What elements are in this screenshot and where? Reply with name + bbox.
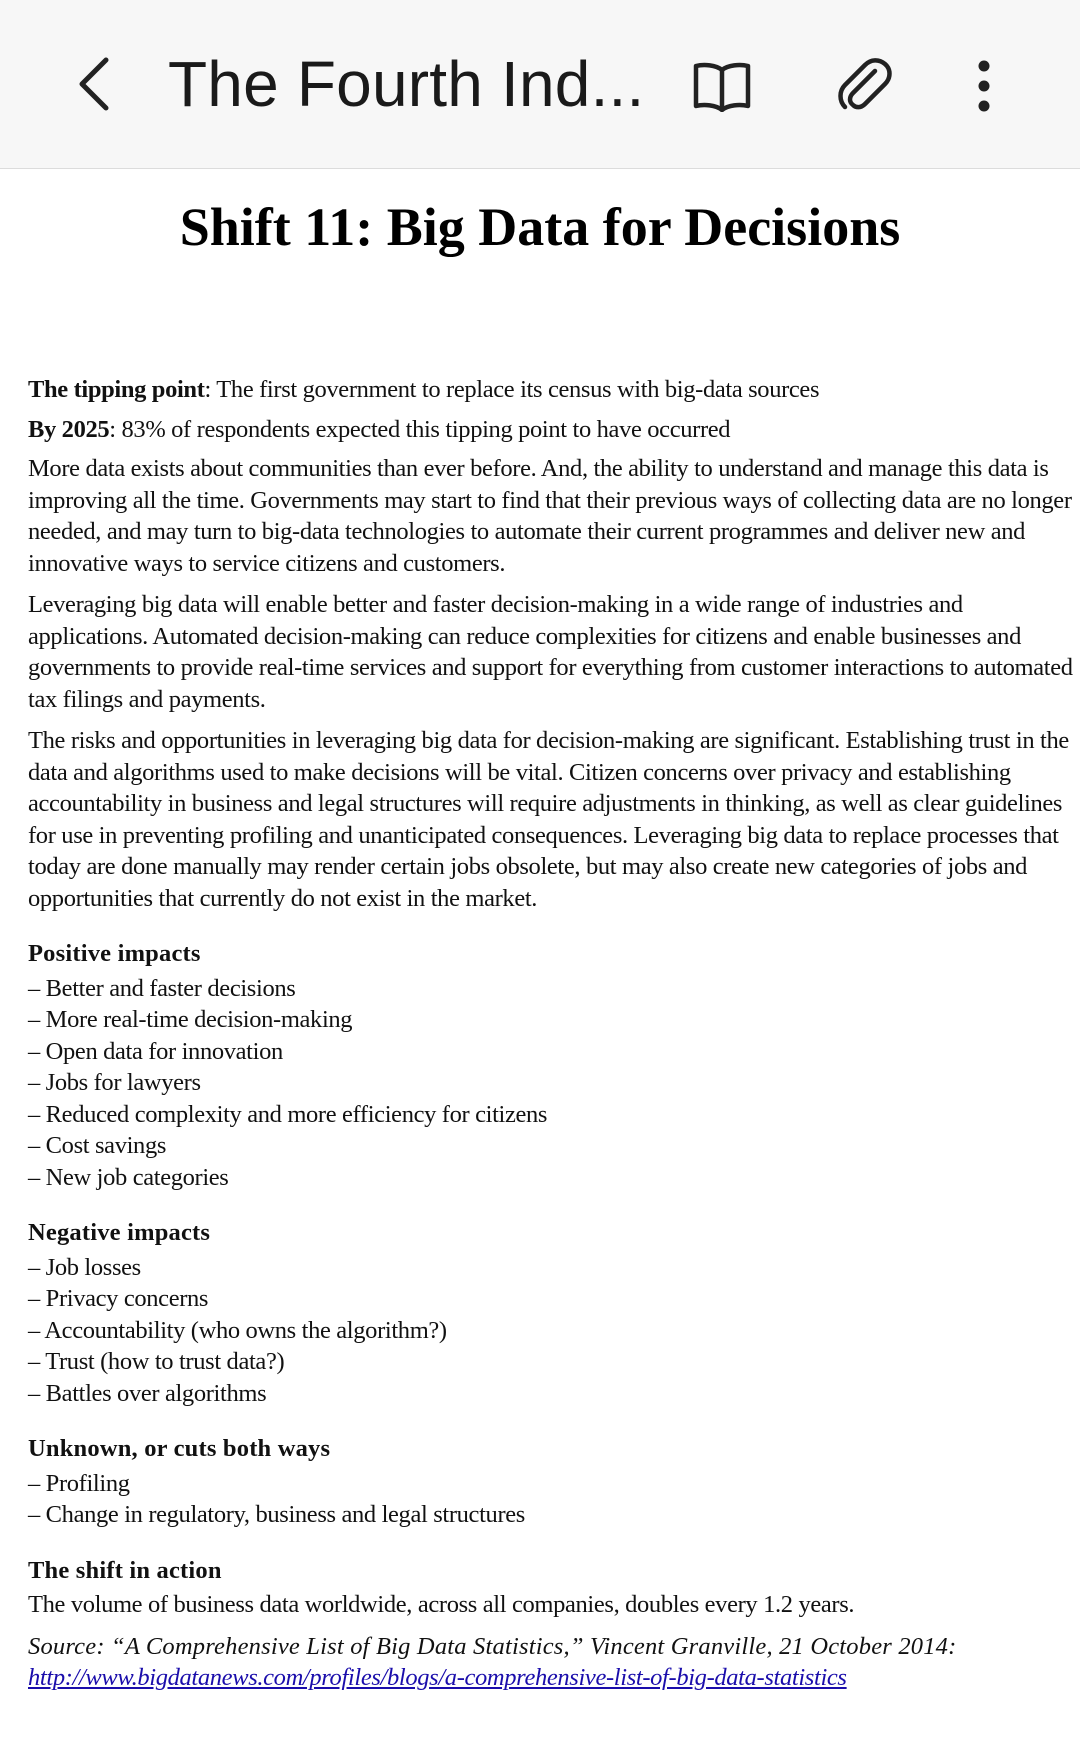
- list-item: – Open data for innovation: [28, 1037, 283, 1065]
- more-options-button[interactable]: [956, 48, 1012, 124]
- book-icon: [692, 60, 752, 112]
- list-item: – Accountability (who owns the algorithm?): [28, 1316, 447, 1344]
- unknown-impacts-heading: Unknown, or cuts both ways: [28, 1435, 331, 1462]
- positive-impacts-heading: Positive impacts: [28, 940, 201, 967]
- list-item: – Cost savings: [28, 1132, 167, 1159]
- tipping-point-text: : The first government to replace its census with big-data sources: [204, 376, 820, 403]
- chevron-left-icon: [72, 54, 116, 114]
- by-2025-label: By 2025: [28, 415, 110, 443]
- reading-mode-button[interactable]: [684, 48, 760, 124]
- more-vertical-icon: [977, 60, 991, 112]
- paragraph: More data exists about communities than ever before. And, the ability to understand and manage this data is improving all the time. Governments may start to find that their previous ways of collecting data are no longer needed, and may turn to big-data technologies to automate their current programmes and deliver new and innovative ways to service citizens and customers.: [28, 455, 1072, 577]
- by-2025-line: [28, 414, 1074, 446]
- list-item: – Job losses: [28, 1253, 141, 1281]
- tipping-point-line: [28, 374, 1074, 406]
- list-item: – Profiling: [28, 1469, 130, 1497]
- list-item: – Reduced complexity and more efficiency for citizens: [28, 1100, 548, 1128]
- positive-impacts-list: [28, 973, 1074, 1194]
- unknown-impacts-list: [28, 1468, 1074, 1531]
- tipping-point-label: The tipping point: [28, 376, 205, 403]
- negative-impacts-heading: Negative impacts: [28, 1219, 211, 1246]
- paragraph: The risks and opportunities in leveraging big data for decision-making are significant. Establishing trust in the data and algorithms used to make decisions will be vital. Citizen concerns over privacy and establishing accountability in business and legal structures will require adjustments in thinking, as well as clear guidelines for use in preventing profiling and unanticipated consequences. Leveraging big data to replace processes that today are done manually may render certain jobs obsolete, but may also create new categories of jobs and opportunities that currently do not exist in the market.: [28, 727, 1069, 912]
- page-heading: Shift 11: Big Data for Decisions: [179, 197, 901, 257]
- negative-impacts-list: [28, 1252, 1074, 1410]
- list-item: – More real-time decision-making: [28, 1006, 353, 1033]
- document-body: [28, 374, 1074, 1694]
- source-citation: Source: “A Comprehensive List of Big Data Statistics,” Vincent Granville, 21 October 2014:: [28, 1632, 957, 1660]
- paragraph: Leveraging big data will enable better and faster decision-making in a wide range of industries and applications. Automated decision-making can reduce complexities for citizens and enable businesses and governments to provide real-time services and support for everything from customer interactions to automated tax filings and payments.: [28, 591, 1073, 713]
- by-2025-text: : 83% of respondents expected this tipping point to have occurred: [109, 415, 731, 443]
- list-item: – Change in regulatory, business and legal structures: [28, 1501, 525, 1528]
- app-bar: [0, 0, 1080, 169]
- document-title: The Fourth Ind...: [168, 48, 645, 120]
- list-item: – Trust (how to trust data?): [28, 1348, 285, 1375]
- list-item: – Jobs for lawyers: [28, 1069, 201, 1096]
- attachment-button[interactable]: [826, 48, 902, 124]
- list-item: – New job categories: [28, 1163, 229, 1191]
- list-item: – Better and faster decisions: [28, 974, 296, 1002]
- back-button[interactable]: [58, 48, 130, 120]
- shift-in-action-text: The volume of business data worldwide, across all companies, doubles every 1.2 years.: [28, 1591, 855, 1618]
- list-item: – Battles over algorithms: [28, 1379, 267, 1407]
- list-item: – Privacy concerns: [28, 1285, 209, 1312]
- shift-in-action-heading: The shift in action: [28, 1556, 222, 1584]
- source-link[interactable]: http://www.bigdatanews.com/profiles/blogs/a-comprehensive-list-of-big-data-statistics: [28, 1664, 847, 1691]
- paperclip-icon: [835, 57, 893, 115]
